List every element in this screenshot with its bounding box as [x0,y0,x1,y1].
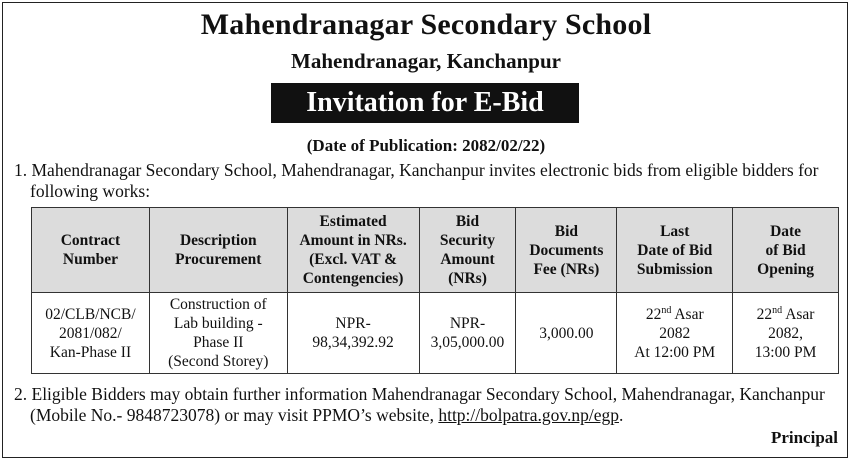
cell-contract-number: 02/CLB/NCB/ 2081/082/ Kan-Phase II [32,293,150,374]
table-row [32,293,839,374]
ppmo-website-link[interactable]: http://bolpatra.gov.np/egp [438,405,619,425]
header-last-date: Last Date of Bid Submission [617,208,733,293]
cell-bid-security: NPR- 3,05,000.00 [419,293,516,374]
cell-opening-date: 22nd Asar 2082, 13:00 PM [733,293,839,374]
header-opening-date: Date of Bid Opening [733,208,839,293]
signature-principal: Principal [770,428,838,447]
header-bid-security: Bid Security Amount (NRs) [419,208,516,293]
cell-bid-doc-fee: 3,000.00 [516,293,617,374]
header-bid-doc-fee: Bid Documents Fee (NRs) [516,208,617,293]
paragraph-2-line-1: 2. Eligible Bidders may obtain further information Mahendranagar Secondary School, Mahendranagar, Kanchanpur [14,384,825,404]
cell-description: Construction of Lab building - Phase II (Second Storey) [149,293,287,374]
header-contract-number: Contract Number [32,208,150,293]
bid-table [31,207,839,374]
paragraph-1 [14,160,844,202]
header-description: Description Procurement [149,208,287,293]
school-name: Mahendranagar Secondary School [200,8,652,41]
cell-estimated-amount: NPR- 98,34,392.92 [287,293,419,374]
school-address: Mahendranagar, Kanchanpur [291,49,561,73]
cell-last-date: 22nd Asar 2082 At 12:00 PM [617,293,733,374]
header-estimated-amount: Estimated Amount in NRs. (Excl. VAT & Contengencies) [287,208,419,293]
paragraph-2-line-2: (Mobile No.- 9848723078) or may visit PPMO’s website, http://bolpatra.gov.np/egp. [30,405,624,425]
paragraph-2 [14,384,844,426]
paragraph-1-line-1: 1. Mahendranagar Secondary School, Mahendranagar, Kanchanpur invites electronic bids from eligible bidders for [14,160,819,180]
table-header-row [32,208,839,293]
notice-banner: Invitation for E-Bid [271,83,579,123]
paragraph-1-line-2: following works: [30,181,151,201]
publication-date: (Date of Publication: 2082/02/22) [306,136,546,155]
